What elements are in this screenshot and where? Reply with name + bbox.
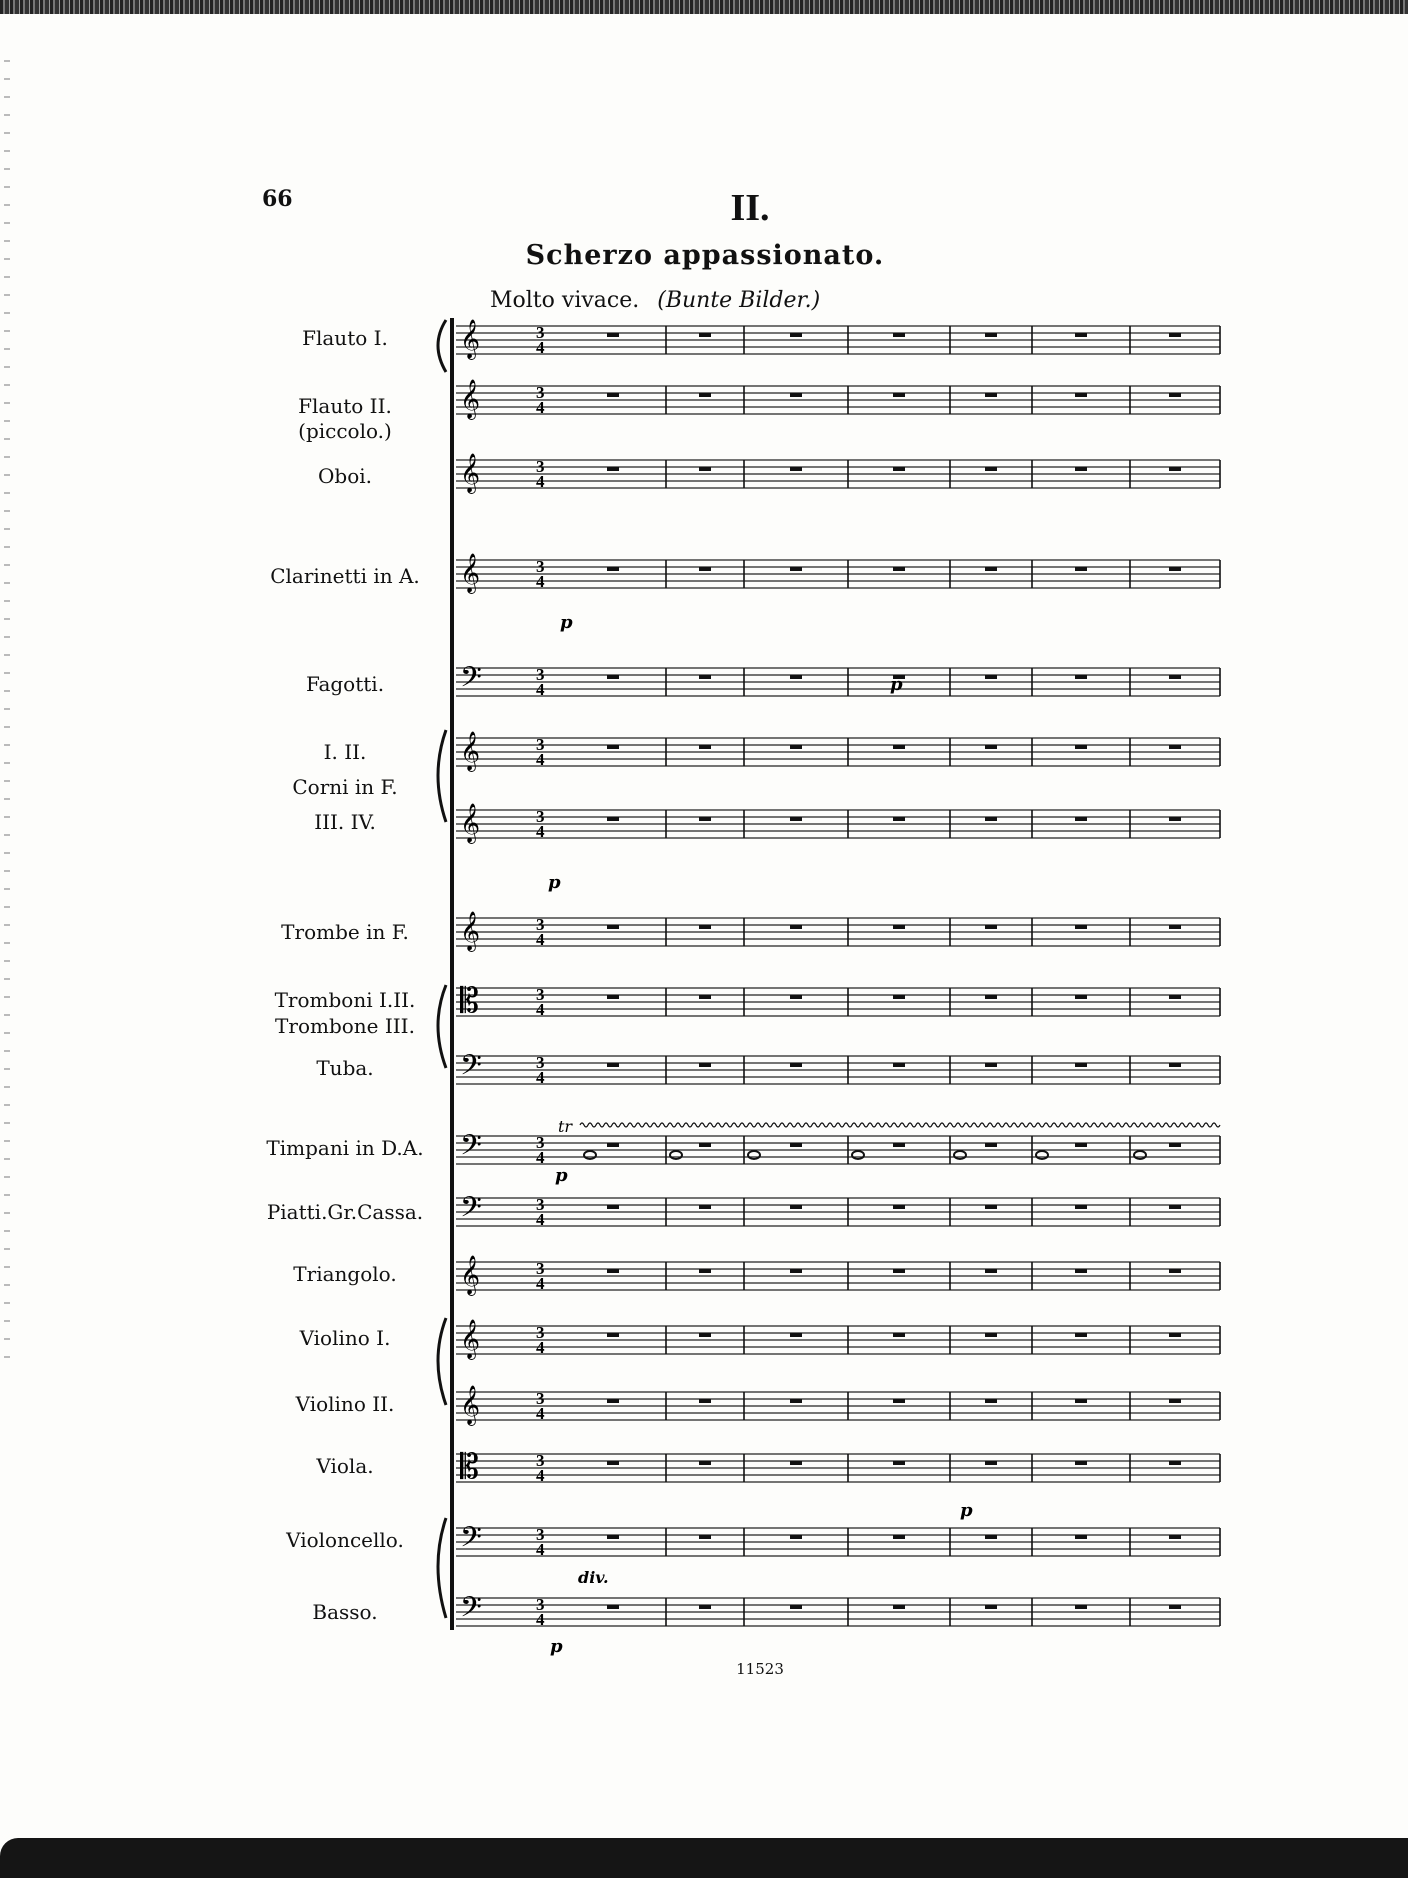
time-signature-denominator: 4	[536, 1148, 545, 1167]
whole-rest	[607, 393, 619, 397]
whole-rest	[893, 1333, 905, 1337]
whole-rest	[790, 1205, 802, 1209]
tempo-text: Molto vivace.	[490, 288, 640, 313]
time-signature-denominator: 4	[536, 1404, 545, 1423]
whole-rest	[790, 1143, 802, 1147]
time-signature-numerator: 3	[536, 985, 545, 1004]
subtitle-text: (Bunte Bilder.)	[657, 288, 821, 313]
whole-rest	[790, 1399, 802, 1403]
whole-rest	[699, 1063, 711, 1067]
whole-rest	[790, 1269, 802, 1273]
scan-edge-bottom	[0, 1838, 1408, 1878]
whole-rest	[607, 1063, 619, 1067]
whole-rest	[790, 333, 802, 337]
whole-rest	[607, 1461, 619, 1465]
half-note	[584, 1151, 596, 1159]
whole-rest	[790, 925, 802, 929]
whole-rest	[790, 567, 802, 571]
clef-symbol: 𝄡	[460, 981, 479, 1021]
trill-line	[580, 1123, 1220, 1127]
time-signature-numerator: 3	[536, 383, 545, 402]
instrument-label: Tromboni I.II.	[274, 988, 416, 1012]
whole-rest	[893, 333, 905, 337]
whole-rest	[985, 567, 997, 571]
time-signature-denominator: 4	[536, 822, 545, 841]
instrument-label: Flauto II.	[298, 394, 392, 418]
time-signature-denominator: 4	[536, 472, 545, 491]
time-signature-denominator: 4	[536, 750, 545, 769]
whole-rest	[893, 817, 905, 821]
whole-rest	[985, 1143, 997, 1147]
whole-rest	[893, 1399, 905, 1403]
time-signature-denominator: 4	[536, 1610, 545, 1629]
whole-rest	[985, 995, 997, 999]
whole-rest	[985, 925, 997, 929]
clef-symbol: 𝄢	[460, 661, 482, 701]
instrument-label: Violino II.	[295, 1392, 395, 1416]
whole-rest	[607, 333, 619, 337]
instrument-label: (piccolo.)	[298, 419, 392, 443]
dynamic-marking: p	[890, 674, 903, 695]
plate-number: 11523	[736, 1660, 784, 1678]
time-signature-denominator: 4	[536, 1466, 545, 1485]
whole-rest	[699, 995, 711, 999]
whole-rest	[1169, 1333, 1181, 1337]
whole-rest	[1075, 817, 1087, 821]
whole-rest	[607, 925, 619, 929]
dynamic-marking: p	[960, 1500, 973, 1521]
whole-rest	[790, 1535, 802, 1539]
low-strings-brace	[438, 1518, 446, 1618]
instrument-label: Tuba.	[316, 1056, 374, 1080]
whole-rest	[790, 675, 802, 679]
movement-title: Scherzo appassionato.	[525, 240, 885, 271]
whole-rest	[607, 467, 619, 471]
whole-rest	[893, 1063, 905, 1067]
dynamic-marking: p	[555, 1165, 568, 1186]
whole-rest	[1075, 1399, 1087, 1403]
whole-rest	[699, 1535, 711, 1539]
page-number: 66	[262, 186, 293, 212]
whole-rest	[607, 567, 619, 571]
whole-rest	[893, 467, 905, 471]
half-note	[1134, 1151, 1146, 1159]
whole-rest	[893, 995, 905, 999]
instrument-label: Trombe in F.	[281, 920, 409, 944]
brass-brace	[438, 985, 446, 1068]
whole-rest	[790, 1605, 802, 1609]
time-signature-denominator: 4	[536, 1068, 545, 1087]
whole-rest	[1169, 1063, 1181, 1067]
instrument-label: Basso.	[312, 1600, 378, 1624]
whole-rest	[1075, 925, 1087, 929]
whole-rest	[699, 1333, 711, 1337]
time-signature-denominator: 4	[536, 680, 545, 699]
whole-rest	[1169, 467, 1181, 471]
time-signature-numerator: 3	[536, 1451, 545, 1470]
time-signature-denominator: 4	[536, 338, 545, 357]
whole-rest	[607, 1535, 619, 1539]
time-signature-denominator: 4	[536, 930, 545, 949]
time-signature-denominator: 4	[536, 1274, 545, 1293]
instrument-label: I. II.	[323, 740, 367, 764]
whole-rest	[1169, 1399, 1181, 1403]
whole-rest	[893, 1605, 905, 1609]
whole-rest	[893, 1143, 905, 1147]
whole-rest	[1075, 467, 1087, 471]
whole-rest	[1075, 1269, 1087, 1273]
whole-rest	[607, 1143, 619, 1147]
whole-rest	[699, 675, 711, 679]
whole-rest	[985, 1063, 997, 1067]
time-signature-numerator: 3	[536, 915, 545, 934]
whole-rest	[1075, 1461, 1087, 1465]
instrument-label: Corni in F.	[292, 775, 398, 799]
half-note	[1036, 1151, 1048, 1159]
whole-rest	[790, 745, 802, 749]
whole-rest	[1075, 1535, 1087, 1539]
whole-rest	[790, 817, 802, 821]
whole-rest	[1169, 1143, 1181, 1147]
instrument-label: Clarinetti in A.	[270, 564, 420, 588]
whole-rest	[607, 817, 619, 821]
whole-rest	[1169, 1605, 1181, 1609]
whole-rest	[1169, 1205, 1181, 1209]
whole-rest	[1075, 393, 1087, 397]
whole-rest	[790, 1461, 802, 1465]
whole-rest	[607, 675, 619, 679]
divisi-mark: div.	[578, 1568, 609, 1587]
time-signature-denominator: 4	[536, 1338, 545, 1357]
whole-rest	[1169, 1535, 1181, 1539]
instrument-label: Violoncello.	[286, 1528, 404, 1552]
whole-rest	[607, 995, 619, 999]
time-signature-numerator: 3	[536, 457, 545, 476]
time-signature-numerator: 3	[536, 1195, 545, 1214]
whole-rest	[893, 925, 905, 929]
time-signature-denominator: 4	[536, 1540, 545, 1559]
clef-symbol: 𝄞	[460, 911, 481, 951]
whole-rest	[985, 1461, 997, 1465]
half-note	[852, 1151, 864, 1159]
time-signature-denominator: 4	[536, 1210, 545, 1229]
whole-rest	[607, 1205, 619, 1209]
instrument-label: Fagotti.	[305, 672, 385, 696]
time-signature-numerator: 3	[536, 1259, 545, 1278]
half-note	[748, 1151, 760, 1159]
half-note	[954, 1151, 966, 1159]
whole-rest	[893, 1461, 905, 1465]
whole-rest	[607, 745, 619, 749]
time-signature-numerator: 3	[536, 1595, 545, 1614]
whole-rest	[1075, 675, 1087, 679]
whole-rest	[699, 1605, 711, 1609]
instrument-label: Flauto I.	[302, 326, 388, 350]
time-signature-numerator: 3	[536, 1133, 545, 1152]
whole-rest	[1075, 1333, 1087, 1337]
whole-rest	[607, 1605, 619, 1609]
dynamic-marking: p	[560, 612, 573, 633]
whole-rest	[985, 467, 997, 471]
dynamic-marking: p	[550, 1636, 563, 1657]
whole-rest	[893, 567, 905, 571]
whole-rest	[985, 1535, 997, 1539]
time-signature-numerator: 3	[536, 665, 545, 684]
clef-symbol: 𝄞	[460, 803, 481, 843]
clef-symbol: 𝄢	[460, 1129, 482, 1169]
whole-rest	[985, 1205, 997, 1209]
flute-brace	[438, 320, 446, 372]
clef-symbol: 𝄞	[460, 319, 481, 359]
time-signature-numerator: 3	[536, 1525, 545, 1544]
instrument-label: Triangolo.	[293, 1262, 397, 1286]
whole-rest	[985, 1605, 997, 1609]
clef-symbol: 𝄢	[460, 1521, 482, 1561]
whole-rest	[985, 333, 997, 337]
whole-rest	[1075, 745, 1087, 749]
instrument-label: Violino I.	[299, 1326, 391, 1350]
clef-symbol: 𝄞	[460, 1319, 481, 1359]
clef-symbol: 𝄢	[460, 1191, 482, 1231]
whole-rest	[985, 745, 997, 749]
trill-mark: tr	[558, 1117, 573, 1136]
whole-rest	[1169, 745, 1181, 749]
whole-rest	[699, 467, 711, 471]
time-signature-numerator: 3	[536, 1053, 545, 1072]
whole-rest	[985, 393, 997, 397]
whole-rest	[1169, 925, 1181, 929]
whole-rest	[1169, 1461, 1181, 1465]
whole-rest	[893, 1535, 905, 1539]
whole-rest	[699, 817, 711, 821]
whole-rest	[1075, 567, 1087, 571]
whole-rest	[985, 1399, 997, 1403]
whole-rest	[699, 1399, 711, 1403]
instrument-label: Piatti.Gr.Cassa.	[266, 1200, 424, 1224]
whole-rest	[1169, 393, 1181, 397]
whole-rest	[699, 1143, 711, 1147]
whole-rest	[1169, 675, 1181, 679]
whole-rest	[1075, 1605, 1087, 1609]
whole-rest	[607, 1269, 619, 1273]
movement-number: II.	[730, 187, 770, 229]
clef-symbol: 𝄞	[460, 453, 481, 493]
whole-rest	[699, 1205, 711, 1209]
whole-rest	[1169, 1269, 1181, 1273]
clef-symbol: 𝄞	[460, 379, 481, 419]
dynamic-marking: p	[548, 872, 561, 893]
whole-rest	[985, 817, 997, 821]
whole-rest	[790, 995, 802, 999]
instrument-label: Timpani in D.A.	[266, 1136, 424, 1160]
whole-rest	[1075, 995, 1087, 999]
whole-rest	[893, 1205, 905, 1209]
time-signature-numerator: 3	[536, 323, 545, 342]
time-signature-numerator: 3	[536, 1389, 545, 1408]
whole-rest	[893, 1269, 905, 1273]
whole-rest	[1075, 1205, 1087, 1209]
whole-rest	[1075, 1063, 1087, 1067]
whole-rest	[985, 1269, 997, 1273]
instrument-label: III. IV.	[314, 810, 376, 834]
whole-rest	[1169, 995, 1181, 999]
time-signature-numerator: 3	[536, 735, 545, 754]
whole-rest	[699, 393, 711, 397]
whole-rest	[1169, 333, 1181, 337]
time-signature-denominator: 4	[536, 398, 545, 417]
clef-symbol: 𝄞	[460, 731, 481, 771]
whole-rest	[1075, 333, 1087, 337]
time-signature-denominator: 4	[536, 572, 545, 591]
whole-rest	[790, 1063, 802, 1067]
whole-rest	[699, 1269, 711, 1273]
whole-rest	[1169, 817, 1181, 821]
instrument-label: Trombone III.	[275, 1014, 415, 1038]
clef-symbol: 𝄞	[460, 1255, 481, 1295]
whole-rest	[699, 1461, 711, 1465]
whole-rest	[699, 745, 711, 749]
clef-symbol: 𝄞	[460, 1385, 481, 1425]
time-signature-numerator: 3	[536, 557, 545, 576]
clef-symbol: 𝄢	[460, 1049, 482, 1089]
instrument-label: Oboi.	[318, 464, 372, 488]
whole-rest	[893, 745, 905, 749]
half-note	[670, 1151, 682, 1159]
clef-symbol: 𝄡	[460, 1447, 479, 1487]
whole-rest	[985, 675, 997, 679]
whole-rest	[699, 333, 711, 337]
time-signature-denominator: 4	[536, 1000, 545, 1019]
whole-rest	[699, 925, 711, 929]
whole-rest	[790, 393, 802, 397]
whole-rest	[790, 1333, 802, 1337]
time-signature-numerator: 3	[536, 1323, 545, 1342]
whole-rest	[790, 467, 802, 471]
clef-symbol: 𝄞	[460, 553, 481, 593]
violin-brace	[438, 1318, 446, 1405]
whole-rest	[1169, 567, 1181, 571]
whole-rest	[985, 1333, 997, 1337]
horn-brace	[438, 730, 446, 822]
whole-rest	[607, 1399, 619, 1403]
whole-rest	[607, 1333, 619, 1337]
whole-rest	[893, 393, 905, 397]
whole-rest	[699, 567, 711, 571]
whole-rest	[1075, 1143, 1087, 1147]
time-signature-numerator: 3	[536, 807, 545, 826]
instrument-label: Viola.	[316, 1454, 374, 1478]
clef-symbol: 𝄢	[460, 1591, 482, 1631]
